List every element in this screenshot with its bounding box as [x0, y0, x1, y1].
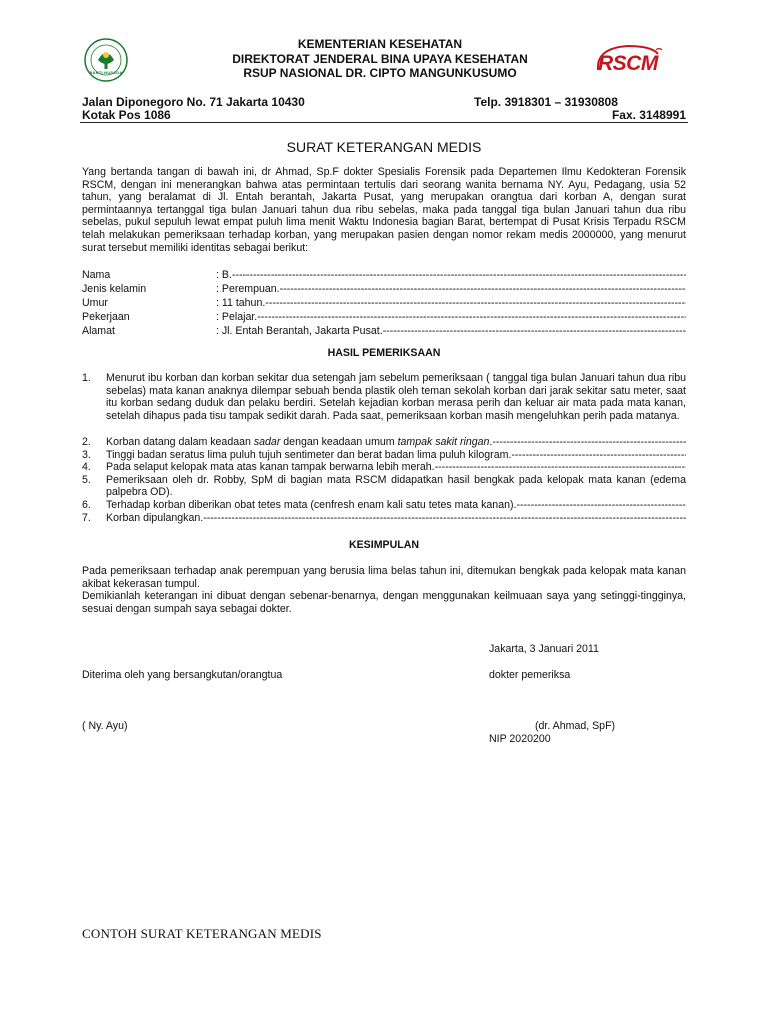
header-directorate: DIREKTORAT JENDERAL BINA UPAYA KESEHATAN: [232, 52, 528, 66]
identity-value: : B.: [216, 269, 232, 281]
dash-filler: [257, 311, 686, 325]
dash-filler: [492, 436, 686, 449]
item2-pre: Korban datang dalam keadaan: [106, 436, 254, 448]
nip-number: NIP 2020200: [489, 733, 551, 745]
results-list: [82, 372, 686, 524]
list-number: 7.: [82, 511, 91, 524]
list-text: Korban dipulangkan.: [106, 511, 204, 524]
list-text: Tinggi badan seratus lima puluh tujuh sentimeter dan berat badan lima puluh kilogram.: [106, 448, 512, 461]
document-caption: CONTOH SURAT KETERANGAN MEDIS: [82, 926, 322, 941]
logo-right-text: RSCM: [598, 52, 658, 75]
list-item: [82, 461, 686, 474]
list-item: [82, 474, 686, 499]
header-address: Jalan Diponegoro No. 71 Jakarta 10430: [82, 95, 305, 109]
identity-label: Nama: [82, 269, 111, 281]
item2-em-condition: tampak sakit ringan: [397, 436, 490, 448]
item2-mid: dengan keadaan umum: [280, 436, 398, 448]
list-item: [82, 512, 686, 525]
dash-filler: [516, 499, 686, 512]
list-number: 5.: [82, 473, 91, 486]
header-divider: [80, 122, 688, 123]
page-title: SURAT KETERANGAN MEDIS: [286, 139, 482, 155]
header-ministry: KEMENTERIAN KESEHATAN: [297, 37, 463, 51]
header-hospital: RSUP NASIONAL DR. CIPTO MANGUNKUSUMO: [243, 66, 517, 80]
dash-filler: [280, 283, 686, 297]
list-number: 1.: [82, 372, 91, 384]
list-item: [82, 499, 686, 512]
list-number: 6.: [82, 498, 91, 511]
identity-row: [82, 311, 686, 325]
list-item: [82, 372, 686, 436]
conclusion-paragraph-1: Pada pemeriksaan terhadap anak perempuan yang berusia lima belas tahun ini, ditemukan bengkak pada kelopak mata kanan akibat kekerasan tumpul.: [82, 565, 686, 590]
examiner-label: dokter pemeriksa: [489, 669, 571, 681]
dash-filler: [511, 449, 686, 462]
identity-row: [82, 283, 686, 297]
dash-filler: [383, 325, 686, 339]
signature-left: ( Ny. Ayu): [82, 720, 128, 732]
identity-label: Jenis kelamin: [82, 283, 147, 295]
header-fax: Fax. 3148991: [611, 108, 686, 122]
conclusion-heading: KESIMPULAN: [348, 539, 420, 551]
item2-em-sadar: sadar: [253, 436, 281, 448]
list-text: Pada selaput kelopak mata atas kanan tampak berwarna lebih merah.: [106, 461, 435, 474]
identity-value: : 11 tahun.: [216, 297, 266, 309]
received-by-label: Diterima oleh yang bersangkutan/orangtua: [82, 669, 283, 681]
identity-row: [82, 269, 686, 283]
identity-value: : Pelajar.: [216, 311, 258, 323]
identity-value: : Jl. Entah Berantah, Jakarta Pusat.: [216, 325, 383, 337]
identity-row: [82, 297, 686, 311]
list-text: Pemeriksaan oleh dr. Robby, SpM di bagian mata RSCM didapatkan hasil bengkak pada kelopak mata kanan (edema palpebra OD).: [106, 473, 686, 499]
results-heading: HASIL PEMERIKSAAN: [327, 347, 441, 359]
list-item: [82, 436, 686, 449]
conclusion-paragraph-2: Demikianlah keterangan ini dibuat dengan sebenar-benarnya, dengan menggunakan keilmuaan saya yang setinggi-tingginya, sesuai dengan sumpah saya sebagai dokter.: [82, 590, 686, 615]
list-item: [82, 449, 686, 462]
letter-date: Jakarta, 3 Januari 2011: [489, 643, 599, 655]
header-pobox: Kotak Pos 1086: [82, 108, 171, 122]
identity-table: [82, 269, 686, 339]
identity-value: : Perempuan.: [216, 283, 280, 295]
identity-row: [82, 325, 686, 339]
dash-filler: [435, 461, 686, 474]
dash-filler: [203, 512, 686, 525]
list-text: Menurut ibu korban dan korban sekitar dua setengah jam sebelum pemeriksaan ( tanggal tiga bulan Januari tahun dua ribu sebelas) mata kanan anaknya dilempar sebuah benda plastik oleh teman sekolah korban dari jarak sekitar satu meter, saat itu korban sedang duduk dan pelaku berdiri. Setelah kejadian korban merasa perih dan keluar air mata pada mata kanan, setelah dihapus pada tisu tampak sedikit darah. Pada saat, pemeriksaan korban masih mengeluhkan perih pada matanya.: [106, 372, 686, 422]
identity-label: Pekerjaan: [82, 311, 130, 323]
identity-label: Alamat: [82, 325, 115, 337]
identity-label: Umur: [82, 297, 108, 309]
list-text: Terhadap korban diberikan obat tetes mata (cenfresh enam kali satu tetes mata kanan).: [106, 498, 517, 511]
bakti-husada-logo: [84, 38, 128, 82]
list-number: 3.: [82, 448, 91, 461]
dash-filler: [232, 269, 686, 283]
item2-post: .: [489, 436, 493, 448]
logo-left-caption: BAKTI HUSADA: [89, 70, 123, 75]
list-number: 2.: [82, 436, 91, 448]
intro-paragraph: Yang bertanda tangan di bawah ini, dr Ahmad, Sp.F dokter Spesialis Forensik pada Departemen Ilmu Kedokteran Forensik RSCM, dengan ini menerangkan bahwa atas permintaan tertulis dari seorang wanita bernama NY. Ayu, Pedagang, usia 52 tahun, yang beralamat di Jl. Entah berantah, Jakarta Pusat, yang merupakan orangtua dari korban A, dengan surat permintaannya tertanggal tiga bulan Januari tahun dua ribu sebelas, maka pada tanggal tiga bulan Januari tahun dua ribu sebelas, pukul sepuluh lewat empat puluh lima menit Waktu Indonesia bagian Barat, bertempat di Pusat Krisis Terpadu RSCM telah melakukan pemeriksaan terhadap korban, yang merupakan pasien dengan nomor rekam medis 2000000, yang menurut surat tersebut memiliki identitas sebagai berikut:: [82, 166, 686, 254]
dash-filler: [265, 297, 686, 311]
list-number: 4.: [82, 461, 91, 474]
header-phone: Telp. 3918301 – 31930808: [474, 95, 618, 109]
signature-right: (dr. Ahmad, SpF): [535, 720, 616, 732]
